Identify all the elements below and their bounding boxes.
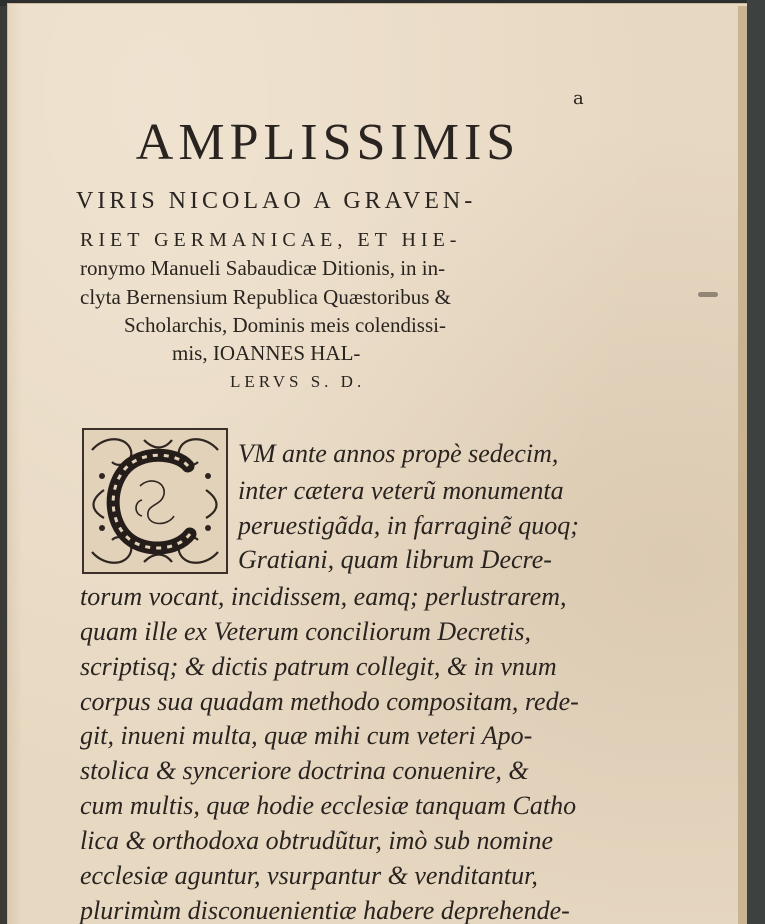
body-line-6: quam ille ex Veterum conciliorum Decretis,: [80, 617, 532, 646]
dedication-line-2: RIET GERMANICAE, ET HIE-: [80, 229, 462, 251]
body-line-5: torum vocant, incidissem, eamq; perlustrarem,: [80, 582, 567, 611]
body-line-12: lica & orthodoxa obtrudũtur, imò sub nomine: [80, 826, 554, 855]
body-line-4: Gratiani, quam librum Decre-: [238, 545, 552, 574]
dedication-line-5: Scholarchis, Dominis meis colendissi-: [124, 313, 446, 337]
ornament-icon: [84, 430, 226, 572]
decorated-initial: [82, 428, 228, 574]
body-line-14: plurimùm disconuenientiæ habere deprehende-: [80, 896, 570, 924]
body-line-2: inter cætera veterũ monumenta: [238, 476, 564, 505]
body-line-1: VM ante annos propè sedecim,: [238, 439, 559, 468]
dedication-line-6: mis, IOANNES HAL-: [172, 341, 361, 365]
signature-mark: a: [573, 88, 584, 109]
scan-background-edge: [747, 0, 765, 924]
ink-smudge: [698, 292, 718, 297]
page-heading: AMPLISSIMIS: [135, 114, 521, 171]
body-line-11: cum multis, quæ hodie ecclesiæ tanquam Catho: [80, 791, 577, 820]
body-line-10: stolica & synceriore doctrina conuenire, &: [80, 756, 529, 785]
body-line-3: peruestigãda, in farraginẽ quoq;: [238, 511, 579, 540]
body-line-13: ecclesiæ aguntur, vsurpantur & venditantur,: [80, 861, 538, 890]
dedication-line-7: LERVS S. D.: [230, 372, 366, 391]
body-line-9: git, inueni multa, quæ mihi cum veteri Apo-: [80, 721, 533, 750]
dedication-line-1: VIRIS NICOLAO A GRAVEN-: [76, 188, 477, 214]
dedication-line-3: ronymo Manueli Sabaudicæ Ditionis, in in-: [80, 256, 446, 280]
body-line-7: scriptisq; & dictis patrum collegit, & in vnum: [80, 652, 557, 681]
body-line-8: corpus sua quadam methodo compositam, rede-: [80, 687, 579, 716]
dedication-line-4: clyta Bernensium Republica Quæstoribus &: [80, 285, 451, 309]
